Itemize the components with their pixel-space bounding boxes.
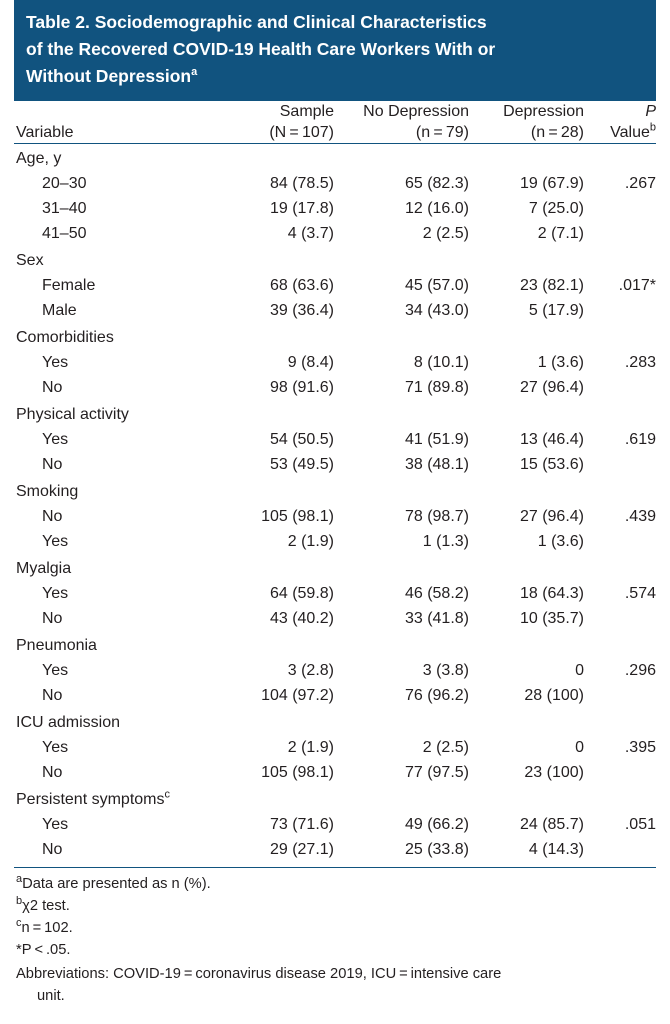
caption-line-3: Without Depression (26, 66, 192, 86)
row-group-label: Comorbidities (16, 329, 114, 346)
row-group-label: Sex (16, 252, 44, 269)
cell-sample: 43 (40.2) (269, 610, 334, 627)
cell-sample (219, 477, 334, 504)
cell-no-depression: 77 (97.5) (404, 764, 469, 781)
row-label: No (42, 379, 63, 396)
cell-no-depression: 2 (2.5) (422, 739, 469, 756)
cell-depression (469, 631, 584, 658)
cell-sample (219, 144, 334, 172)
footnote-c-marker: c (16, 917, 22, 930)
cell-sample (219, 400, 334, 427)
cell-p-value: .051 (624, 816, 656, 833)
p-value-footnote-marker: b (649, 121, 656, 134)
table-row (14, 606, 656, 631)
cell-sample (219, 631, 334, 658)
cell-sample (219, 246, 334, 273)
table-row (14, 144, 656, 172)
table-head (14, 101, 656, 144)
cell-no-depression: 38 (48.1) (404, 456, 469, 473)
table-footnotes (14, 868, 656, 1007)
cell-no-depression: 46 (58.2) (404, 585, 469, 602)
table-row (14, 273, 656, 298)
cell-depression: 10 (35.7) (519, 610, 584, 627)
footnote-abbreviations: Abbreviations: COVID-19 = coronavirus disease 2019, ICU = intensive care unit. (16, 966, 502, 1004)
table-row (14, 760, 656, 785)
cell-depression: 28 (100) (524, 687, 584, 704)
cell-p-value (584, 400, 656, 427)
table-row (14, 631, 656, 658)
cell-depression: 15 (53.6) (519, 456, 584, 473)
cell-no-depression: 71 (89.8) (404, 379, 469, 396)
cell-sample: 98 (91.6) (269, 379, 334, 396)
cell-p-value (584, 554, 656, 581)
row-label: Yes (42, 816, 69, 833)
cell-no-depression (334, 400, 469, 427)
cell-sample: 19 (17.8) (269, 200, 334, 217)
row-label: No (42, 764, 63, 781)
row-label: 31–40 (42, 200, 87, 217)
cell-depression: 19 (67.9) (519, 175, 584, 192)
row-label: No (42, 687, 63, 704)
row-label: No (42, 841, 63, 858)
row-label: Yes (42, 585, 69, 602)
cell-sample: 39 (36.4) (269, 302, 334, 319)
footnote-a-marker: a (16, 873, 23, 886)
cell-sample: 2 (1.9) (287, 533, 334, 550)
cell-no-depression (334, 631, 469, 658)
cell-p-value (584, 477, 656, 504)
row-label: Female (42, 277, 96, 294)
cell-sample: 4 (3.7) (287, 225, 334, 242)
cell-p-value (584, 144, 656, 172)
table-row (14, 171, 656, 196)
cell-p-value (584, 221, 656, 246)
row-label: Yes (42, 533, 69, 550)
table-row (14, 708, 656, 735)
table-row (14, 529, 656, 554)
row-label: Yes (42, 662, 69, 679)
cell-depression: 23 (100) (524, 764, 584, 781)
cell-p-value: .619 (624, 431, 656, 448)
column-header-sample: Sample (N = 107) (219, 101, 334, 144)
table-row (14, 812, 656, 837)
cell-no-depression: 65 (82.3) (404, 175, 469, 192)
cell-p-value: .017* (618, 277, 656, 294)
cell-sample: 84 (78.5) (269, 175, 334, 192)
table-row (14, 554, 656, 581)
row-label: 20–30 (42, 175, 87, 192)
cell-sample: 64 (59.8) (269, 585, 334, 602)
cell-sample (219, 554, 334, 581)
cell-p-value (584, 785, 656, 812)
cell-p-value: .439 (624, 508, 656, 525)
cell-sample: 105 (98.1) (261, 764, 334, 781)
cell-depression (469, 144, 584, 172)
cell-p-value (584, 837, 656, 862)
column-header-variable: Variable (14, 101, 219, 144)
cell-no-depression: 34 (43.0) (404, 302, 469, 319)
cell-no-depression (334, 477, 469, 504)
cell-sample: 3 (2.8) (287, 662, 334, 679)
cell-no-depression: 49 (66.2) (404, 816, 469, 833)
table-caption (14, 0, 656, 101)
column-header-depression: Depression (n = 28) (469, 101, 584, 144)
cell-depression: 1 (3.6) (537, 354, 584, 371)
column-header-no-depression: No Depression (n = 79) (334, 101, 469, 144)
cell-no-depression (334, 323, 469, 350)
row-label: No (42, 508, 63, 525)
characteristics-table (14, 101, 656, 862)
cell-no-depression (334, 246, 469, 273)
cell-depression (469, 246, 584, 273)
cell-depression: 27 (96.4) (519, 379, 584, 396)
row-label: Male (42, 302, 77, 319)
cell-p-value (584, 246, 656, 273)
table-row (14, 452, 656, 477)
cell-p-value: .283 (624, 354, 656, 371)
row-label: No (42, 610, 63, 627)
cell-no-depression: 78 (98.7) (404, 508, 469, 525)
cell-no-depression (334, 785, 469, 812)
cell-sample (219, 708, 334, 735)
cell-no-depression: 3 (3.8) (422, 662, 469, 679)
table-row (14, 196, 656, 221)
table-row (14, 221, 656, 246)
cell-sample: 68 (63.6) (269, 277, 334, 294)
cell-no-depression: 1 (1.3) (422, 533, 469, 550)
cell-p-value (584, 708, 656, 735)
cell-p-value (584, 529, 656, 554)
cell-depression: 5 (17.9) (528, 302, 584, 319)
row-group-label: Physical activity (16, 406, 129, 423)
row-group-label: ICU admission (16, 714, 121, 731)
row-label: Yes (42, 739, 69, 756)
cell-depression (469, 323, 584, 350)
cell-p-value (584, 452, 656, 477)
table-row (14, 323, 656, 350)
table-row (14, 246, 656, 273)
cell-depression: 7 (25.0) (528, 200, 584, 217)
cell-sample: 53 (49.5) (269, 456, 334, 473)
table-row (14, 375, 656, 400)
cell-depression (469, 477, 584, 504)
row-label: 41–50 (42, 225, 87, 242)
cell-no-depression: 12 (16.0) (404, 200, 469, 217)
cell-p-value (584, 683, 656, 708)
cell-sample: 9 (8.4) (287, 354, 334, 371)
table-body (14, 144, 656, 863)
cell-p-value (584, 323, 656, 350)
cell-depression (469, 554, 584, 581)
table-row (14, 735, 656, 760)
footnote-a: $^a$Data are presented as n (%). (16, 873, 211, 892)
cell-no-depression: 8 (10.1) (413, 354, 469, 371)
cell-sample: 54 (50.5) (269, 431, 334, 448)
cell-p-value: .574 (624, 585, 656, 602)
cell-sample: 73 (71.6) (269, 816, 334, 833)
cell-no-depression: 76 (96.2) (404, 687, 469, 704)
row-group-label: Age, y (16, 150, 62, 167)
cell-depression: 1 (3.6) (537, 533, 584, 550)
table-row (14, 785, 656, 812)
footnote-star: *P < .05. (16, 942, 71, 958)
cell-sample (219, 785, 334, 812)
cell-p-value (584, 298, 656, 323)
table-row (14, 477, 656, 504)
cell-sample: 29 (27.1) (269, 841, 334, 858)
caption-line-1: Table 2. Sociodemographic and Clinical Characteristics (26, 12, 487, 32)
cell-p-value (584, 606, 656, 631)
cell-depression: 0 (575, 662, 584, 679)
row-label: Yes (42, 431, 69, 448)
column-header-p-value: P Value$^b$ (584, 101, 656, 144)
cell-p-value (584, 760, 656, 785)
cell-sample: 104 (97.2) (261, 687, 334, 704)
table-row (14, 504, 656, 529)
cell-depression (469, 400, 584, 427)
table-row (14, 350, 656, 375)
cell-depression (469, 708, 584, 735)
cell-p-value (584, 375, 656, 400)
cell-p-value: .296 (624, 662, 656, 679)
row-group-label: Pneumonia (16, 637, 97, 654)
cell-sample: 105 (98.1) (261, 508, 334, 525)
cell-no-depression (334, 144, 469, 172)
row-label: Yes (42, 354, 69, 371)
cell-depression: 0 (575, 739, 584, 756)
caption-footnote-marker: a (191, 66, 198, 79)
cell-no-depression (334, 708, 469, 735)
cell-no-depression: 33 (41.8) (404, 610, 469, 627)
footnote-c: $^c$n = 102. (16, 917, 73, 936)
table-row (14, 427, 656, 452)
table-row (14, 658, 656, 683)
cell-no-depression: 2 (2.5) (422, 225, 469, 242)
cell-p-value (584, 631, 656, 658)
cell-depression: 13 (46.4) (519, 431, 584, 448)
row-group-label: Myalgia (16, 560, 72, 577)
cell-p-value (584, 196, 656, 221)
cell-depression: 18 (64.3) (519, 585, 584, 602)
row-group-label: Persistent symptoms$^c$ (16, 788, 170, 808)
caption-line-2: of the Recovered COVID-19 Health Care Workers With or (26, 39, 496, 59)
cell-no-depression (334, 554, 469, 581)
table-row (14, 298, 656, 323)
footnote-b-marker: b (16, 895, 23, 908)
cell-depression: 4 (14.3) (528, 841, 584, 858)
cell-depression (469, 785, 584, 812)
table-row (14, 581, 656, 606)
cell-depression: 2 (7.1) (537, 225, 584, 242)
row-label-footnote-marker: c (164, 788, 170, 801)
cell-p-value: .395 (624, 739, 656, 756)
row-group-label: Smoking (16, 483, 79, 500)
cell-no-depression: 45 (57.0) (404, 277, 469, 294)
table-row (14, 683, 656, 708)
row-label: No (42, 456, 63, 473)
footnote-b: $^b$χ2 test. (16, 895, 70, 914)
table-row (14, 837, 656, 862)
cell-sample: 2 (1.9) (287, 739, 334, 756)
cell-no-depression: 25 (33.8) (404, 841, 469, 858)
cell-no-depression: 41 (51.9) (404, 431, 469, 448)
cell-p-value: .267 (624, 175, 656, 192)
cell-sample (219, 323, 334, 350)
cell-depression: 23 (82.1) (519, 277, 584, 294)
table-row (14, 400, 656, 427)
cell-depression: 24 (85.7) (519, 816, 584, 833)
cell-depression: 27 (96.4) (519, 508, 584, 525)
